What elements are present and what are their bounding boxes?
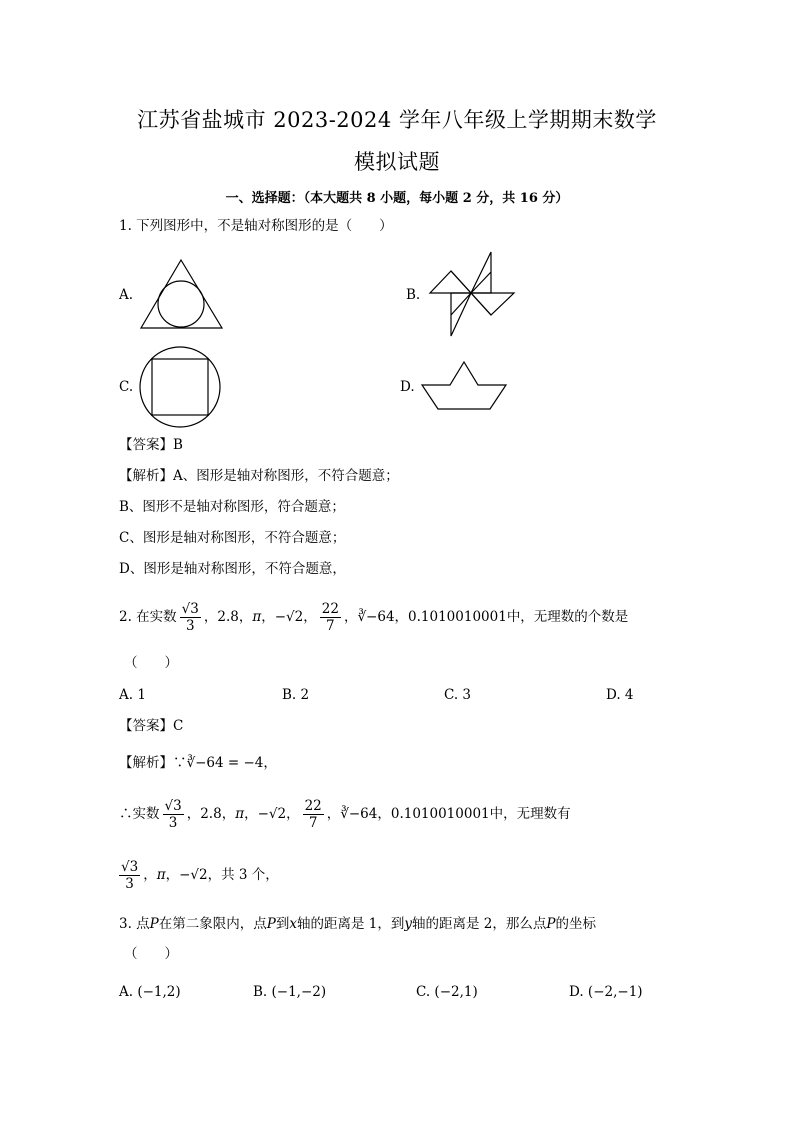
fraction-denominator: 3	[185, 617, 195, 634]
q2-option-c: C. 3	[444, 687, 472, 703]
q1-option-c-label: C.	[119, 379, 134, 395]
q2-analysis-line3: $\frac{√3}{3}$ ， π ， −√2 ，共 3 个，	[121, 858, 279, 892]
page-subtitle: 模拟试题	[354, 150, 440, 174]
analysis-suffix: ，共 3 个，	[207, 867, 279, 883]
q2-analysis-line2: ∴实数 $\frac{√3}{3}$ ， 2.8 ， π ， −√2 ， $\frac{22}{7}$ ， ∛−64 ， 0.1010010001 中，无理数有	[119, 797, 571, 831]
pi-symbol: π	[156, 867, 166, 883]
q2-paren: （ ）	[124, 655, 178, 671]
variable-x: x	[289, 916, 297, 932]
fraction-denominator: 3	[125, 875, 134, 892]
section-heading: 一、选择题：（本大题共 8 小题，每小题 2 分，共 16 分）	[225, 191, 569, 206]
variable-y: y	[404, 916, 413, 932]
pi-symbol: π	[252, 609, 262, 625]
analysis-suffix: 中，无理数有	[489, 806, 571, 822]
fraction-numerator: 22	[321, 600, 339, 617]
decimal-number: 0.1010010001	[408, 609, 507, 625]
cube-root-equation: ∛−64 = −4	[186, 755, 264, 771]
negative-sqrt2: −√2	[179, 867, 208, 883]
repeating-decimal: 2.8	[217, 609, 239, 625]
q1-option-d-label: D.	[400, 379, 415, 395]
triangle-incircle-figure	[140, 258, 224, 330]
q1-option-a-label: A.	[119, 287, 134, 303]
q2-analysis-line1	[119, 754, 277, 772]
q3-paren: （ ）	[124, 946, 178, 962]
q2-prefix: 2. 在实数	[119, 609, 177, 625]
fraction-denominator: 3	[168, 814, 178, 831]
stem-text: 3. 点	[119, 916, 150, 932]
q3-option-c: C. (−2,1)	[416, 984, 478, 1000]
analysis-prefix: ∴实数	[119, 806, 160, 822]
fraction-sqrt3-over-3	[180, 601, 201, 634]
analysis-suffix: ，	[263, 755, 277, 771]
fraction-denominator: 7	[326, 617, 335, 634]
paper-boat-figure	[420, 360, 508, 412]
fraction-numerator: √3	[121, 858, 139, 875]
page-title: 江苏省盐城市 2023-2024 学年八年级上学期期末数学	[137, 108, 657, 132]
q3-option-a: A. (−1,2)	[119, 984, 181, 1000]
stem-text: 在第二象限内，点	[158, 916, 267, 932]
fraction-denominator: 7	[308, 814, 318, 831]
fraction-numerator: 22	[304, 797, 322, 814]
fraction-sqrt3-over-3	[119, 859, 140, 892]
q1-analysis-line: C、图形是轴对称图形，不符合题意；	[119, 530, 346, 546]
q3-option-d: D. (−2,−1)	[569, 984, 643, 1000]
q1-analysis-line: 【解析】A、图形是轴对称图形，不符合题意；	[119, 468, 399, 484]
q2-answer: 【答案】C	[119, 718, 184, 734]
question-2-stem: 2. 在实数 $\frac{√3}{3}$ ， 2.8 ， π ， −√2 ， $\frac{22}{7}$ ， ∛−64 ， 0.1010010001 中，无理数的个数是	[119, 600, 629, 634]
pi-symbol: π	[235, 806, 245, 822]
fraction-sqrt3-over-3	[163, 798, 184, 831]
q2-option-d: D. 4	[606, 687, 634, 703]
q1-answer: 【答案】B	[119, 437, 183, 453]
fraction-numerator: √3	[181, 600, 199, 617]
fraction-numerator: √3	[164, 797, 182, 814]
negative-sqrt2: −√2	[257, 806, 287, 822]
question-1-stem: 1. 下列图形中，不是轴对称图形的是（ ）	[119, 218, 393, 234]
stem-text: 到	[275, 916, 290, 932]
q2-suffix: 中，无理数的个数是	[506, 609, 629, 625]
stem-text: 轴的距离是 1，到	[296, 916, 405, 932]
q1-option-b-label: B.	[406, 287, 421, 303]
negative-sqrt2: −√2	[274, 609, 304, 625]
stem-text: 的坐标	[555, 916, 596, 932]
decimal-number: 0.1010010001	[390, 806, 490, 822]
pinwheel-figure	[428, 250, 516, 338]
question-3-stem	[119, 915, 596, 933]
stem-text: 轴的距离是 2，那么点	[412, 916, 547, 932]
variable-p: P	[266, 916, 276, 932]
q2-option-a: A. 1	[119, 687, 146, 703]
square-in-circle-figure	[139, 346, 223, 430]
q2-option-b: B. 2	[282, 687, 310, 703]
cube-root-expression: ∛−64	[340, 806, 378, 822]
fraction-22-over-7	[303, 798, 324, 831]
variable-p: P	[546, 916, 556, 932]
fraction-22-over-7	[320, 601, 341, 634]
cube-root-expression: ∛−64	[357, 609, 395, 625]
analysis-prefix: 【解析】∵	[119, 755, 187, 771]
q1-analysis-line: D、图形是轴对称图形，不符合题意，	[119, 561, 346, 577]
q3-option-b: B. (−1,−2)	[253, 984, 327, 1000]
repeating-decimal: 2.8	[200, 806, 222, 822]
variable-p: P	[149, 916, 159, 932]
q1-analysis-line: B、图形不是轴对称图形，符合题意；	[119, 499, 345, 515]
